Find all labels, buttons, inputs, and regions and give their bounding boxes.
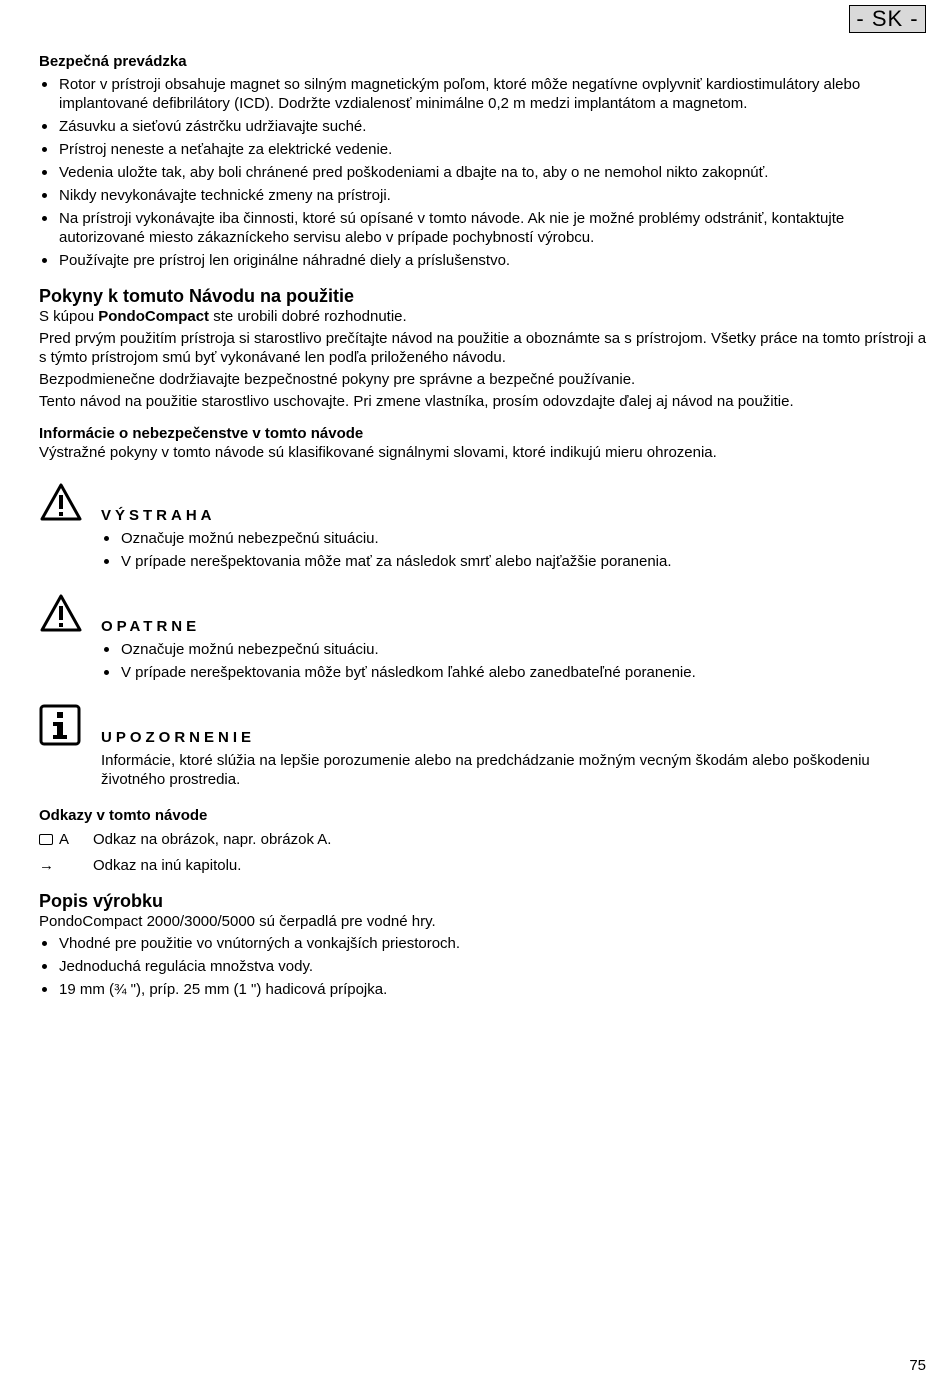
manual-intro (39, 307, 929, 326)
intro-text-after: ste urobili dobré rozhodnutie. (209, 308, 407, 325)
manual-paragraph-3: Tento návod na použitie starostlivo uschovajte. Pri zmene vlastníka, prosím odovzdajte ďalej aj návod na použitie. (39, 393, 794, 410)
list-item: V prípade nerešpektovania môže mať za následok smrť alebo najťažšie poranenia. (101, 552, 929, 571)
notice-text: Informácie, ktoré slúžia na lepšie porozumenie alebo na predchádzanie možným vecným škodám alebo poškodeniu životného prostredia. (101, 752, 870, 788)
warning-triangle-icon (39, 482, 83, 527)
signal-word-caution: OPATRNE (101, 618, 201, 635)
list-item: Označuje možnú nebezpečnú situáciu. (101, 529, 929, 548)
hazard-warning (39, 482, 929, 571)
section-safe-operation (39, 52, 929, 270)
section-title-safe-operation: Bezpečná prevádzka (39, 53, 187, 70)
info-icon (39, 704, 81, 751)
signal-word-warning: VÝSTRAHA (101, 507, 216, 524)
section-title-hazard-info: Informácie o nebezpečenstve v tomto návode (39, 425, 364, 442)
list-item: Zásuvku a sieťovú zástrčku udržiavajte suché. (39, 117, 929, 136)
safe-operation-list (39, 75, 929, 270)
list-item: Jednoduchá regulácia množstva vody. (39, 957, 929, 976)
page-number: 75 (909, 1357, 926, 1374)
list-item: Používajte pre prístroj len originálne náhradné diely a príslušenstvo. (39, 251, 929, 270)
section-hazard-info (39, 424, 929, 789)
product-features-list (39, 934, 929, 999)
section-references (39, 806, 929, 875)
list-item: Vedenia uložte tak, aby boli chránené pred poškodeniami a dbajte na to, aby o ne nemohol nikto zakopnúť. (39, 163, 929, 182)
list-item: 19 mm (¾ "), príp. 25 mm (1 ") hadicová prípojka. (39, 980, 929, 999)
list-item: Na prístroji vykonávajte iba činnosti, ktoré sú opísané v tomto návode. Ak nie je možné problémy odstrániť, kontaktujte autorizované miesto zákazníckeho servisu alebo v prípade pochybností výrobcu. (39, 209, 929, 247)
page-content (39, 52, 929, 1003)
section-title-manual-notes: Pokyny k tomuto Návodu na použitie (39, 286, 355, 306)
reference-letter: A (59, 831, 70, 848)
warning-triangle-icon (39, 593, 83, 638)
reference-text: Odkaz na obrázok, napr. obrázok A. (93, 831, 332, 848)
product-intro: PondoCompact 2000/3000/5000 sú čerpadlá pre vodné hry. (39, 913, 436, 930)
language-badge: - SK - (849, 5, 926, 33)
brand-name: PondoCompact (98, 308, 210, 325)
list-item: Prístroj neneste a neťahajte za elektrické vedenie. (39, 140, 929, 159)
reference-text: Odkaz na inú kapitolu. (93, 857, 242, 874)
reference-symbol (39, 830, 93, 849)
reference-row-figure (39, 830, 929, 849)
hazard-intro: Výstražné pokyny v tomto návode sú klasifikované signálnymi slovami, ktoré indikujú mieru ohrozenia. (39, 444, 717, 461)
caution-list (101, 640, 929, 682)
figure-box-icon (39, 834, 53, 845)
section-title-product-description: Popis výrobku (39, 891, 164, 911)
section-manual-notes (39, 285, 929, 411)
list-item: Vhodné pre použitie vo vnútorných a vonkajších priestoroch. (39, 934, 929, 953)
hazard-notice (39, 704, 929, 789)
list-item: Nikdy nevykonávajte technické zmeny na prístroji. (39, 186, 929, 205)
hazard-caution (39, 593, 929, 682)
manual-paragraph-1: Pred prvým použitím prístroja si starostlivo prečítajte návod na použitie a oboznámte sa s prístrojom. Všetky práce na tomto prístroji a s týmto prístrojom smú byť vykonávané len podľa priloženého návodu. (39, 330, 927, 366)
list-item: Označuje možnú nebezpečnú situáciu. (101, 640, 929, 659)
list-item: Rotor v prístroji obsahuje magnet so silným magnetickým poľom, ktoré môže negatívne ovplyvniť kardiostimulátory alebo implantované defibrilátory (ICD). Dodržte vzdialenosť minimálne 0,2 m medzi implantátom a magnetom. (39, 75, 929, 113)
arrow-right-icon: → (39, 857, 54, 874)
section-title-references: Odkazy v tomto návode (39, 807, 208, 824)
warning-list (101, 529, 929, 571)
manual-paragraph-2: Bezpodmienečne dodržiavajte bezpečnostné pokyny pre správne a bezpečné používanie. (39, 371, 636, 388)
list-item: V prípade nerešpektovania môže byť následkom ľahké alebo zanedbateľné poranenie. (101, 663, 929, 682)
signal-word-notice: UPOZORNENIE (101, 729, 256, 746)
intro-text-before: S kúpou (39, 308, 99, 325)
section-product-description (39, 890, 929, 999)
reference-row-chapter (39, 856, 929, 875)
